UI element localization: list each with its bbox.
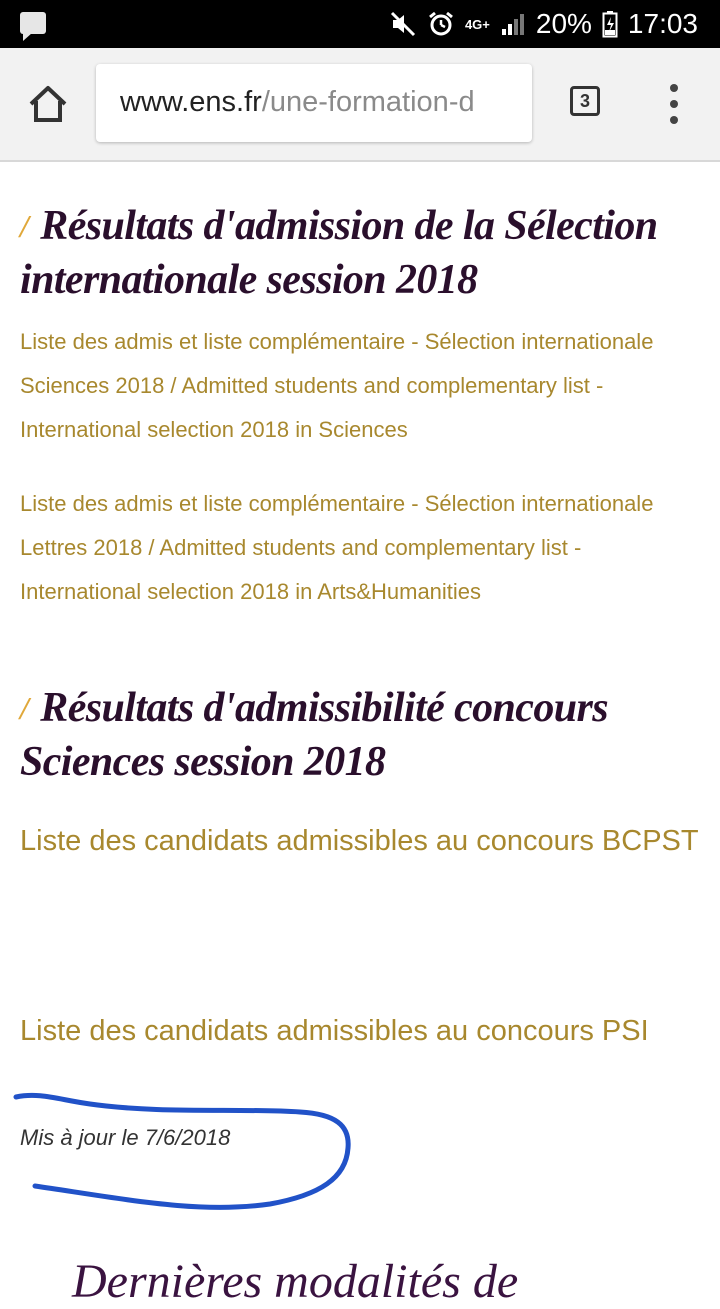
home-icon[interactable]	[26, 82, 70, 126]
browser-toolbar	[0, 48, 720, 162]
clock: 17:03	[627, 8, 698, 39]
alarm-icon	[427, 10, 455, 38]
partial-heading: Dernières modalités de	[72, 1255, 519, 1308]
status-bar	[0, 0, 720, 48]
link-admis-sciences[interactable]: Liste des admis et liste complémentaire - Sélection internationale Sciences 2018 / Admitted students and complementary list - International selection 2018 in Sciences	[20, 329, 654, 442]
signal-icon	[500, 11, 526, 37]
section-heading-admissibilite	[20, 682, 700, 788]
overflow-menu-icon[interactable]	[664, 84, 684, 124]
address-bar[interactable]	[96, 64, 532, 142]
heading-text: Résultats d'admission de la Sélection internationale session 2018	[20, 203, 658, 303]
slash-accent-icon: /	[20, 690, 29, 726]
chat-notification-icon	[20, 12, 46, 34]
update-note: Mis à jour le 7/6/2018	[20, 1125, 231, 1150]
url-path: /une-formation-d	[261, 86, 475, 118]
tab-switcher-button[interactable]: 3	[570, 86, 600, 116]
url-text	[120, 86, 475, 119]
mute-icon	[389, 10, 417, 38]
url-domain: www.ens.fr	[120, 86, 262, 118]
status-icons	[389, 6, 698, 42]
battery-percent: 20%	[535, 8, 592, 39]
link-admis-lettres[interactable]: Liste des admis et liste complémentaire - Sélection internationale Lettres 2018 / Admitted students and complementary list - International selection 2018 in Arts&Humanities	[20, 491, 654, 604]
slash-accent-icon: /	[20, 208, 29, 244]
network-type-label: 4G+	[464, 16, 490, 32]
link-bcpst[interactable]: Liste des candidats admissibles au concours BCPST	[20, 825, 699, 857]
battery-charging-icon	[602, 10, 618, 38]
link-psi[interactable]: Liste des candidats admissibles au concours PSI	[20, 1015, 649, 1047]
heading-text: Résultats d'admissibilité concours Sciences session 2018	[20, 685, 608, 785]
page-content	[0, 162, 720, 1308]
section-heading-admission	[20, 200, 700, 306]
